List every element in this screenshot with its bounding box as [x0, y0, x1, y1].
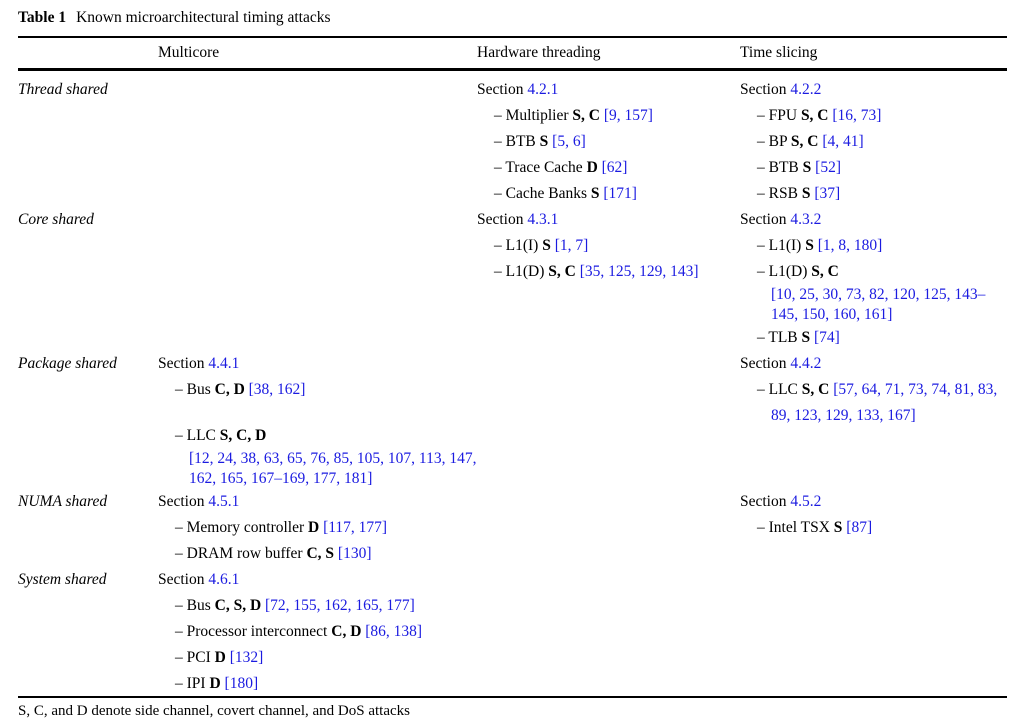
citation-link[interactable]: [74] — [814, 329, 840, 346]
attack-item — [158, 619, 477, 645]
citation-link[interactable]: [9, 157] — [603, 107, 653, 124]
citation-link[interactable]: [37] — [814, 185, 841, 202]
section-line — [740, 207, 1007, 233]
citation-link[interactable]: [180] — [224, 675, 259, 692]
attack-name: Multiplier — [505, 107, 573, 124]
row-label: Thread shared — [18, 81, 108, 98]
citation-link[interactable]: [130] — [337, 545, 372, 562]
citation-link[interactable]: [86, 138] — [365, 623, 423, 640]
citation-link[interactable]: [62] — [601, 159, 628, 176]
cell-time-slicing — [740, 207, 1007, 351]
bullet-dash: – — [494, 133, 506, 150]
column-header-multicore: Multicore — [158, 44, 220, 61]
attack-name: IPI — [186, 675, 210, 692]
bullet-dash: – — [757, 329, 769, 346]
bullet-dash: – — [757, 133, 769, 150]
cell-hardware-threading — [477, 489, 740, 567]
attack-type-letters: S, C, D — [219, 427, 267, 444]
section-line — [158, 351, 477, 377]
table-row — [18, 351, 1007, 489]
attack-type-letters: S, C — [801, 381, 830, 398]
attack-item — [158, 541, 477, 567]
section-link[interactable]: 4.2.1 — [527, 81, 559, 98]
attack-type-letters: S, C — [800, 107, 829, 124]
table-caption-text: Known microarchitectural timing attacks — [76, 9, 331, 26]
attack-item — [740, 325, 1007, 351]
table-footnote: S, C, and D denote side channel, covert channel, and DoS attacks — [18, 703, 410, 719]
attack-item — [740, 259, 1007, 325]
bullet-dash: – — [175, 545, 187, 562]
section-word: Section — [158, 493, 209, 510]
bullet-dash: – — [494, 159, 506, 176]
bullet-dash: – — [757, 237, 769, 254]
section-link[interactable]: 4.4.1 — [208, 355, 240, 372]
citation-link[interactable]: [171] — [603, 185, 637, 202]
attack-item — [477, 259, 740, 285]
attack-type-letters: C, S, D — [214, 597, 262, 614]
attack-type-letters: S — [801, 329, 811, 346]
citation-link[interactable]: [38, 162] — [248, 381, 306, 398]
attack-item — [158, 515, 477, 541]
row-label: NUMA shared — [18, 493, 108, 510]
bullet-dash: – — [494, 107, 506, 124]
cell-multicore — [158, 489, 477, 567]
attack-type-letters: S — [542, 237, 551, 254]
attack-type-letters: S, C — [811, 263, 839, 280]
bullet-dash: – — [494, 185, 506, 202]
section-word: Section — [740, 81, 791, 98]
attack-item — [740, 129, 1007, 155]
attack-name: BP — [768, 133, 791, 150]
attack-type-letters: C, D — [331, 623, 362, 640]
bullet-dash: – — [494, 263, 506, 280]
table-number: Table 1 — [18, 9, 67, 26]
cell-multicore — [158, 351, 477, 489]
section-link[interactable]: 4.6.1 — [208, 571, 240, 588]
attack-item — [158, 671, 477, 697]
bullet-dash: – — [757, 381, 769, 398]
section-link[interactable]: 4.2.2 — [790, 81, 822, 98]
citation-link[interactable]: [5, 6] — [552, 133, 586, 150]
table-header-row — [18, 38, 1007, 68]
citation-link[interactable]: [35, 125, 129, 143] — [579, 263, 699, 280]
citation-link[interactable]: [87] — [846, 519, 873, 536]
table-row — [18, 489, 1007, 567]
attack-name: L1(D) — [768, 263, 812, 280]
attack-name: Cache Banks — [505, 185, 591, 202]
attack-name: BTB — [505, 133, 540, 150]
cell-multicore — [158, 207, 477, 351]
cell-time-slicing — [740, 351, 1007, 489]
section-word: Section — [477, 81, 528, 98]
cell-hardware-threading — [477, 207, 740, 351]
attack-item — [477, 181, 740, 207]
attack-item — [158, 377, 477, 403]
attack-name: DRAM row buffer — [186, 545, 307, 562]
column-header-hardware-threading: Hardware threading — [477, 44, 601, 61]
attack-name: Trace Cache — [505, 159, 587, 176]
attack-name: BTB — [768, 159, 803, 176]
attack-type-letters: C, S — [306, 545, 335, 562]
bullet-dash: – — [494, 237, 506, 254]
attack-type-letters: S, C — [790, 133, 819, 150]
attack-item — [740, 155, 1007, 181]
cell-multicore — [158, 77, 477, 207]
section-link[interactable]: 4.5.2 — [790, 493, 822, 510]
section-word: Section — [158, 355, 209, 372]
attack-name: Processor interconnect — [186, 623, 332, 640]
attack-name: L1(I) — [768, 237, 806, 254]
table-row — [18, 207, 1007, 351]
attack-name: PCI — [186, 649, 215, 666]
section-word: Section — [740, 493, 791, 510]
attack-item — [740, 233, 1007, 259]
citation-link[interactable]: [16, 73] — [832, 107, 882, 124]
bullet-dash: – — [175, 427, 187, 444]
attack-type-letters: S — [805, 237, 814, 254]
citation-link[interactable]: [72, 155, 162, 165, 177] — [265, 597, 415, 614]
attack-item — [158, 593, 477, 619]
attack-type-letters: S — [833, 519, 843, 536]
attack-name: Bus — [186, 597, 215, 614]
citation-link[interactable]: [12, 24, 38, 63, 65, 76, 85, 105, 107, 113, 147, 162, 165, 167–169, 177, 181] — [189, 450, 477, 487]
cell-multicore — [158, 567, 477, 697]
row-label: Package shared — [18, 355, 117, 372]
bullet-dash: – — [175, 597, 187, 614]
table-caption — [18, 0, 1007, 27]
attack-item — [477, 129, 740, 155]
attack-item — [158, 645, 477, 671]
bullet-dash: – — [757, 519, 769, 536]
section-line — [158, 489, 477, 515]
section-word: Section — [158, 571, 209, 588]
bullet-dash: – — [175, 381, 187, 398]
attack-name: Bus — [186, 381, 215, 398]
table-row — [18, 567, 1007, 697]
citation-link[interactable]: [10, 25, 30, 73, 82, 120, 125, 143–145, 150, 160, 161] — [771, 286, 986, 323]
attack-name: FPU — [768, 107, 801, 124]
attack-type-letters: S — [539, 133, 549, 150]
section-line — [740, 489, 1007, 515]
attack-name: LLC — [768, 381, 802, 398]
attack-item — [477, 155, 740, 181]
citation-link[interactable]: [117, 177] — [323, 519, 388, 536]
citation-link[interactable]: [57, 64, 71, 73, 74, 81, 83, 89, 123, 129, 133, 167] — [771, 381, 998, 424]
table-body — [18, 71, 1007, 697]
attack-type-letters: S, C — [572, 107, 600, 124]
bullet-dash: – — [175, 519, 187, 536]
section-line — [477, 207, 740, 233]
attack-name: Memory controller — [186, 519, 309, 536]
bullet-dash: – — [175, 649, 187, 666]
attack-item — [740, 515, 1007, 541]
section-link[interactable]: 4.3.1 — [527, 211, 559, 228]
attack-name: L1(D) — [505, 263, 549, 280]
cell-time-slicing — [740, 77, 1007, 207]
section-line — [740, 77, 1007, 103]
attack-type-letters: D — [586, 159, 598, 176]
section-link[interactable]: 4.4.2 — [790, 355, 822, 372]
section-word: Section — [740, 211, 791, 228]
section-link[interactable]: 4.5.1 — [208, 493, 240, 510]
section-word: Section — [740, 355, 791, 372]
citation-link[interactable]: [52] — [815, 159, 841, 176]
table-footer — [18, 696, 1007, 721]
attack-item — [158, 423, 477, 489]
section-line — [740, 351, 1007, 377]
attack-type-letters: S — [802, 159, 812, 176]
attack-type-letters: S — [801, 185, 811, 202]
attack-name: Intel TSX — [768, 519, 834, 536]
bullet-dash: – — [757, 263, 769, 280]
row-label: System shared — [18, 571, 107, 588]
attack-item — [477, 233, 740, 259]
attack-item — [477, 103, 740, 129]
bullet-dash: – — [757, 185, 769, 202]
bullet-dash: – — [757, 107, 769, 124]
attack-type-letters: C, D — [214, 381, 245, 398]
cell-time-slicing — [740, 567, 1007, 697]
section-word: Section — [477, 211, 528, 228]
attack-item — [740, 181, 1007, 207]
table-row — [18, 77, 1007, 207]
section-link[interactable]: 4.3.2 — [790, 211, 822, 228]
bullet-dash: – — [175, 623, 187, 640]
section-line — [477, 77, 740, 103]
cell-time-slicing — [740, 489, 1007, 567]
row-label: Core shared — [18, 211, 94, 228]
attack-type-letters: D — [209, 675, 221, 692]
section-line — [158, 567, 477, 593]
citation-link[interactable]: [1, 8, 180] — [817, 237, 883, 254]
attack-type-letters: D — [308, 519, 320, 536]
attack-type-letters: S — [590, 185, 600, 202]
attack-name: LLC — [186, 427, 220, 444]
attack-name: RSB — [768, 185, 802, 202]
cell-hardware-threading — [477, 567, 740, 697]
attack-type-letters: S, C — [548, 263, 576, 280]
attack-name: L1(I) — [505, 237, 543, 254]
column-header-time-slicing: Time slicing — [740, 44, 818, 61]
bullet-dash: – — [175, 675, 187, 692]
attack-name: TLB — [768, 329, 802, 346]
citation-link[interactable]: [1, 7] — [554, 237, 589, 254]
citation-link[interactable]: [132] — [229, 649, 264, 666]
attack-item — [740, 377, 1007, 429]
attack-type-letters: D — [214, 649, 226, 666]
cell-hardware-threading — [477, 77, 740, 207]
attack-item — [740, 103, 1007, 129]
bullet-dash: – — [757, 159, 769, 176]
cell-hardware-threading — [477, 351, 740, 489]
citation-link[interactable]: [4, 41] — [822, 133, 864, 150]
